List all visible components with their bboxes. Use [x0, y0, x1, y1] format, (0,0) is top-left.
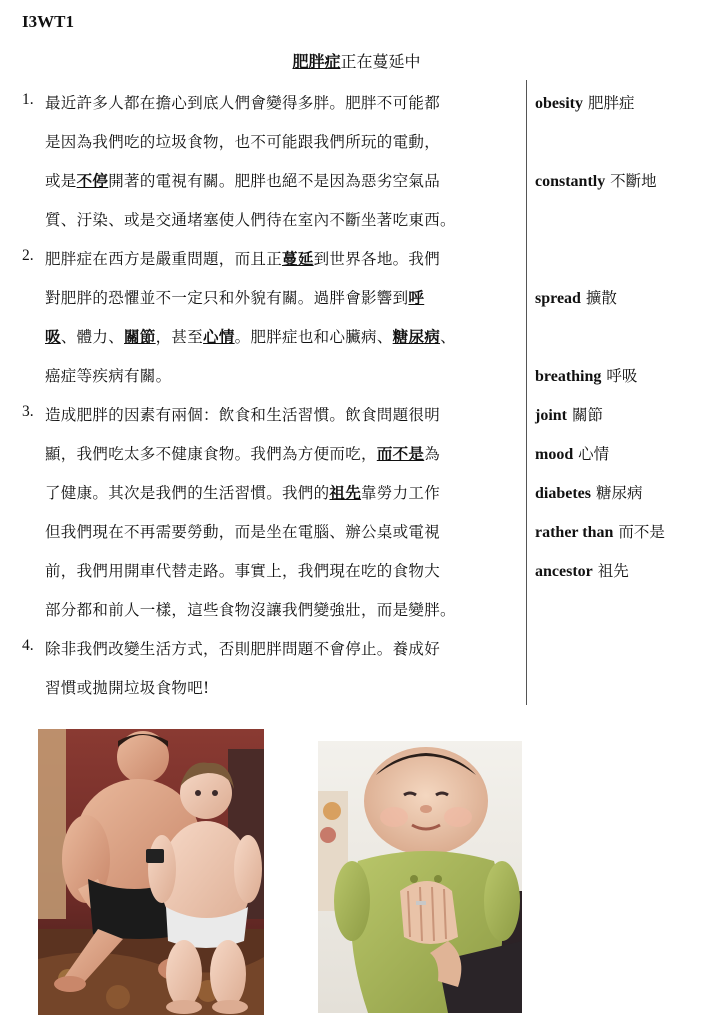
text-segment: 造成肥胖的因素有兩個：飲食和生活習慣。飲食問題很明: [45, 406, 441, 424]
paragraph-number: 1.: [22, 91, 34, 108]
text-segment: 靠勞力工作: [361, 484, 441, 502]
paragraph-number: 4.: [22, 637, 34, 654]
passage-line: [45, 286, 424, 308]
vocab-keyword: 而不是: [376, 444, 425, 463]
vocab-chinese: 關節: [571, 406, 603, 424]
vocab-english: joint: [535, 407, 567, 424]
text-segment: 對肥胖的恐懼並不一定只和外貌有關。過胖會影響到: [45, 289, 409, 307]
vocab-keyword: 呼: [408, 288, 425, 307]
text-segment: 癌症等疾病有關。: [45, 367, 172, 385]
vocab-entry: [535, 481, 642, 503]
vocab-chinese: 不斷地: [610, 172, 657, 190]
text-segment: 為: [424, 445, 441, 463]
text-segment: 但我們現在不再需要勞動，而是坐在電腦、辦公桌或電視: [45, 523, 441, 541]
vocab-keyword: 心情: [203, 327, 235, 346]
vocab-entry: [535, 403, 603, 425]
vocab-entry: [535, 559, 629, 581]
vocab-chinese: 而不是: [618, 523, 665, 541]
vocab-entry: [535, 520, 665, 542]
vocab-keyword: 糖尿病: [392, 327, 441, 346]
vocab-chinese: 呼吸: [606, 367, 638, 385]
passage-line: [45, 442, 440, 464]
vocab-english: diabetes: [535, 485, 591, 502]
vocab-english: ancestor: [535, 563, 593, 580]
text-segment: 顯，我們吃太多不健康食物。我們為方便而吃，: [45, 445, 377, 463]
passage-line: [45, 637, 440, 659]
vocab-english: rather than: [535, 524, 614, 541]
vocab-chinese: 心情: [578, 445, 610, 463]
vocab-chinese: 肥胖症: [587, 94, 635, 112]
worksheet-code: I3WT1: [22, 12, 74, 31]
page-title: [0, 49, 713, 72]
passage-line: [45, 520, 440, 542]
title-keyword: 肥胖症: [292, 52, 341, 71]
vocab-keyword: 不停: [76, 171, 109, 190]
text-segment: 或是: [45, 172, 77, 190]
passage-line: [45, 325, 456, 347]
vocab-chinese: 擴散: [585, 289, 617, 307]
vocab-chinese: 祖先: [597, 562, 629, 580]
text-segment: 質、汙染、或是交通堵塞使人們待在室內不斷坐著吃東西。: [45, 211, 456, 229]
vocab-entry: [535, 286, 617, 308]
passage-line: [45, 208, 456, 230]
text-segment: 前，我們用開車代替走路。事實上，我們現在吃的食物大: [45, 562, 441, 580]
photo-two-obese-children: [38, 729, 264, 1015]
vocab-keyword: 祖先: [329, 483, 362, 502]
passage-line: [45, 559, 440, 581]
vocab-english: constantly: [535, 173, 606, 190]
text-segment: 、體力、: [60, 328, 125, 346]
passage-line: [45, 91, 440, 113]
passage-line: [45, 247, 440, 269]
photo-chubby-baby-drawing: [318, 741, 522, 1013]
passage-line: [45, 598, 456, 620]
paragraph-number: 2.: [22, 247, 34, 264]
column-divider: [526, 80, 527, 705]
vocab-english: spread: [535, 290, 581, 307]
photo-chubby-baby: [318, 741, 522, 1013]
vocab-chinese: 糖尿病: [595, 484, 643, 502]
vocab-entry: [535, 442, 609, 464]
paragraph-number: 3.: [22, 403, 34, 420]
passage-line: [45, 676, 210, 698]
text-segment: 開著的電視有關。肥胖也絕不是因為惡劣空氣品: [108, 172, 441, 190]
text-segment: 習慣或拋開垃圾食物吧!: [45, 679, 210, 697]
vocab-english: mood: [535, 446, 574, 463]
passage-line: [45, 364, 171, 386]
text-segment: 到世界各地。我們: [313, 250, 441, 268]
vocab-english: obesity: [535, 95, 583, 112]
vocab-keyword: 蔓延: [282, 249, 314, 268]
vocab-english: breathing: [535, 368, 602, 385]
photo-two-obese-children-drawing: [38, 729, 264, 1015]
text-segment: 、: [440, 328, 456, 346]
vocab-entry: [535, 169, 657, 191]
text-segment: 是因為我們吃的垃圾食物，也不可能跟我們所玩的電動，: [45, 133, 441, 151]
text-segment: 了健康。其次是我們的生活習慣。我們的: [45, 484, 330, 502]
text-segment: 最近許多人都在擔心到底人們會變得多胖。肥胖不可能都: [45, 94, 441, 112]
passage-line: [45, 169, 440, 191]
text-segment: 除非我們改變生活方式，否則肥胖問題不會停止。養成好: [45, 640, 441, 658]
text-segment: 。肥胖症也和心臟病、: [234, 328, 393, 346]
text-segment: 肥胖症在西方是嚴重問題，而且正: [45, 250, 283, 268]
vocab-keyword: 關節: [124, 327, 156, 346]
text-segment: 部分都和前人一樣，這些食物沒讓我們變強壯，而是變胖。: [45, 601, 456, 619]
passage-line: [45, 130, 440, 152]
passage-line: [45, 403, 440, 425]
text-segment: ，甚至: [155, 328, 204, 346]
vocab-entry: [535, 364, 637, 386]
vocab-keyword: 吸: [45, 327, 61, 346]
title-rest: 正在蔓延中: [340, 52, 421, 71]
vocab-entry: [535, 91, 634, 113]
passage-line: [45, 481, 440, 503]
